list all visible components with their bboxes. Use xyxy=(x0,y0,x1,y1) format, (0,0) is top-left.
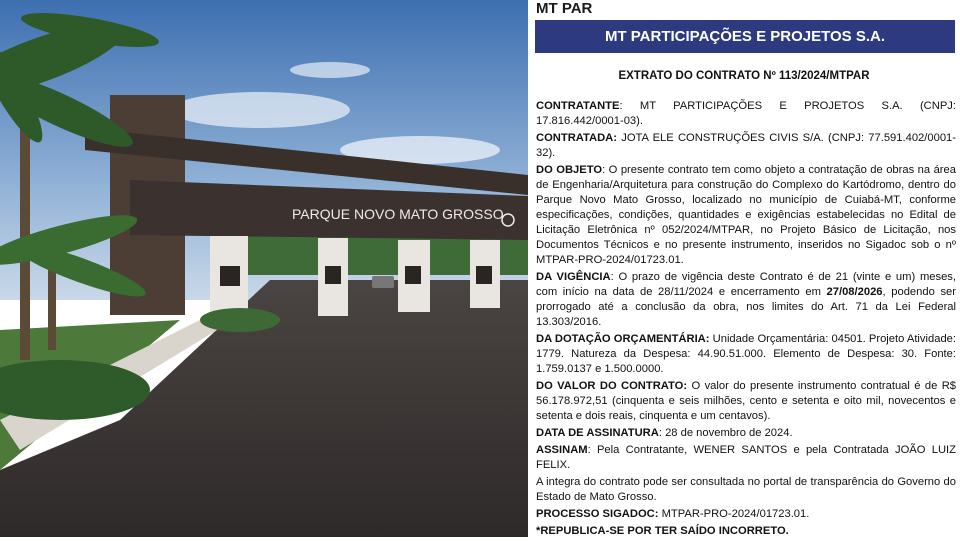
park-sign: PARQUE NOVO MATO GROSSO xyxy=(292,206,504,222)
company-banner: MT PARTICIPAÇÕES E PROJETOS S.A. xyxy=(535,20,955,53)
brand-name: MT PAR xyxy=(536,0,593,17)
car xyxy=(372,276,394,288)
pillar-window xyxy=(325,266,341,284)
contract-title: EXTRATO DO CONTRATO Nº 113/2024/MTPAR xyxy=(618,70,870,82)
section-assinam: ASSINAM: Pela Contratante, WENER SANTOS e pela Contratada JOÃO LUIZ FELIX. xyxy=(536,444,956,471)
cloud xyxy=(290,62,370,78)
pillar-window xyxy=(405,266,421,284)
pillar-window xyxy=(220,266,240,286)
section-integra: A integra do contrato pode ser consultada no portal de transparência do Governo do Estado de Mato Grosso. xyxy=(536,476,956,503)
section-valor: DO VALOR DO CONTRATO: O valor do presente instrumento contratual é de R$ 56.178.972,51 (cinquenta e seis milhões, cento e setenta e oito mil, novecentos e setenta e dois reais, cinquenta e um centavos). xyxy=(536,380,956,422)
shrub xyxy=(200,308,280,332)
pillar-window xyxy=(476,266,492,284)
section-republica: *REPUBLICA-SE POR TER SAÍDO INCORRETO. xyxy=(536,525,789,537)
section-contratada: CONTRATADA: JOTA ELE CONSTRUÇÕES CIVIS S/A. (CNPJ: 77.591.402/0001-32). xyxy=(536,132,956,159)
contract-body xyxy=(536,99,956,541)
cloud xyxy=(170,92,350,128)
section-processo: PROCESSO SIGADOC: MTPAR-PRO-2024/01723.01. xyxy=(536,508,810,520)
contract-extract-document xyxy=(528,0,960,537)
section-dotacao: DA DOTAÇÃO ORÇAMENTÁRIA: Unidade Orçamentária: 04501. Projeto Atividade: 1779. Natureza da Despesa: 44.90.51.000. Elemento de Despesa: 30. Fonte: 1.759.0137 e 1.500.0000. xyxy=(536,333,956,375)
section-objeto: DO OBJETO: O presente contrato tem como objeto a contratação de obras na área de Engenharia/Arquitetura para construção do Complexo do Kartódromo, dentro do Parque Novo Mato Grosso, localizado no município de Cuiabá-MT, conforme especificações, condições, quantidades e exigências estabelecidas no Edital de Licitação Eletrônica nº 052/2024/MTPAR, no Projeto Básico de Licitação, nos Documentos Técnicos e no presente instrumento, inseridos no Sigadoc sob o nº MTPAR-PRO-2024/01723.01. xyxy=(536,164,956,266)
section-contratante: CONTRATANTE: MT PARTICIPAÇÕES E PROJETOS S.A. (CNPJ: 17.816.442/0001-03). xyxy=(536,100,956,127)
section-data-assinatura: DATA DE ASSINATURA: 28 de novembro de 2024. xyxy=(536,427,793,439)
section-vigencia: DA VIGÊNCIA: O prazo de vigência deste Contrato é de 21 (vinte e um) meses, com início na data de 28/11/2024 e encerramento em 27/08/2026, podendo ser prorrogado até a conclusão da obra, nos limites do Art. 71 da Lei Federal 13.303/2016. xyxy=(536,271,957,328)
